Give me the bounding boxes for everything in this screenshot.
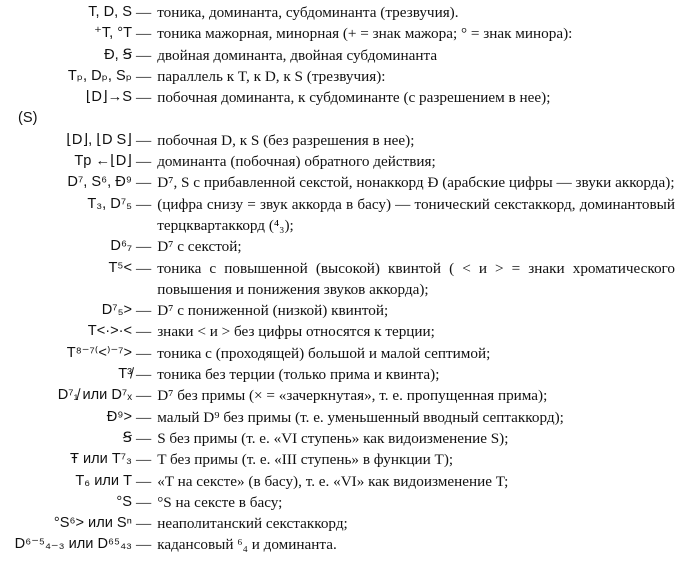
entry-reverse-dominant <box>6 151 675 172</box>
entry-description: D⁷ без примы (× = «зачеркнутая», т. е. пропущенная прима); <box>157 387 548 405</box>
entry-description: двойная доминанта, двойная субдоминанта <box>157 46 438 64</box>
entry-symbol: Ꞩ <box>122 429 132 446</box>
entry-t-without-root <box>6 449 675 470</box>
entry-dash: — <box>136 46 152 64</box>
entry-bass-figures <box>6 194 675 237</box>
entry-symbol: T³̸ <box>118 366 132 383</box>
entry-description: «T на сексте» (в басу), т. е. «VI» как видоизменение T; <box>157 472 509 490</box>
entry-description: T без примы (т. е. «III ступень» в функции T); <box>157 451 454 469</box>
entry-symbol: Tₚ, Dₚ, Sₚ <box>67 67 132 84</box>
entry-dash: — <box>136 366 152 384</box>
entry-description: тоника, доминанта, субдоминанта (трезвучия). <box>157 4 459 21</box>
entry-dash: — <box>136 153 152 171</box>
entry-description: тоника с повышенной (высокой) квинтой ( < и > = знаки хроматического повышения и понижения звуков аккорда); <box>157 259 675 298</box>
entry-description: малый D⁹ без примы (т. е. уменьшенный вводный септаккорд); <box>157 408 564 426</box>
entry-dash: — <box>136 536 152 554</box>
entry-symbol: Ð⁹> <box>106 408 132 425</box>
entry-symbol: Tp ←⌊D⌋ <box>74 153 132 170</box>
entry-dash: — <box>136 472 152 490</box>
entry-bracket-s <box>6 108 675 129</box>
entry-third-signs <box>6 321 675 342</box>
entry-secondary-dominant-resolved <box>6 87 675 108</box>
entry-symbol: T, D, S <box>88 4 132 20</box>
entry-description: побочная доминанта, к субдоминанте (с разрешением в нее); <box>157 89 551 107</box>
entry-description: D⁷ с пониженной (низкой) квинтой; <box>157 302 389 320</box>
entry-description: неаполитанский секстаккорд; <box>157 515 348 533</box>
entry-dash: — <box>136 344 152 362</box>
entry-description: знаки < и > без цифры относятся к терции; <box>157 323 435 341</box>
entry-symbol: (S) <box>18 110 38 127</box>
entry-minor-ninth <box>6 407 675 428</box>
entry-symbol: T₃, D⁷₅ <box>87 195 132 212</box>
entry-s-without-root <box>6 428 675 449</box>
entry-symbol: ⌊D⌋, ⌊D S⌋ <box>66 131 132 148</box>
entry-symbol: D⁷₁̸ или D⁷ₓ <box>57 387 132 404</box>
entry-dash: — <box>136 89 152 107</box>
entry-secondary-dominant-unresolved <box>6 130 675 151</box>
entry-symbol: D⁷₅> <box>101 302 132 319</box>
entry-symbol: °S <box>116 493 132 510</box>
entry-parallels <box>6 66 675 87</box>
entry-symbol: Ð, Ꞩ <box>104 46 132 63</box>
entry-dash: — <box>136 195 152 213</box>
entry-description: D⁷, S с прибавленной секстой, нонаккорд Ð (арабские цифры — звуки аккорда); <box>157 174 675 192</box>
entry-dash: — <box>136 238 152 256</box>
entry-symbol: ⌊D⌋→S <box>85 89 132 106</box>
entry-dash: — <box>136 515 152 533</box>
entry-symbol: D⁶₇ <box>110 238 132 255</box>
entry-dash: — <box>136 429 152 447</box>
entry-cadential-six-four <box>6 534 675 555</box>
entry-symbol: T⁵< <box>108 259 132 276</box>
entry-dash: — <box>136 131 152 149</box>
entry-raised-fifth <box>6 258 675 301</box>
entry-dash: — <box>136 493 152 511</box>
entry-symbol: T⁸⁻⁷⁽<⁾⁻⁷> <box>66 344 132 361</box>
entry-description: доминанта (побочная) обратного действия; <box>157 153 436 171</box>
entry-description: D⁷ с секстой; <box>157 238 242 256</box>
entry-description: S без примы (т. е. «VI ступень» как видоизменение S); <box>157 429 509 447</box>
entry-dash: — <box>136 302 152 320</box>
entry-symbol: Ŧ или T⁷₃ <box>70 451 132 468</box>
entry-tonic-dominant-subdominant <box>6 2 675 23</box>
entry-description: кадансовый ⁶₄ и доминанта. <box>157 536 337 554</box>
entry-symbol: D⁷, S⁶, Ð⁹ <box>67 174 132 191</box>
entry-lowered-fifth <box>6 300 675 321</box>
entry-dash: — <box>136 408 152 426</box>
entry-dash: — <box>136 25 152 43</box>
entry-symbol: T<·>·< <box>87 323 132 340</box>
entry-description: тоника мажорная, минорная (+ = знак мажора; ° = знак минора): <box>157 25 573 43</box>
entry-symbol: D⁶⁻⁵₄₋₃ или D⁶⁵₄₃ <box>14 536 132 553</box>
entry-double-dominant <box>6 45 675 66</box>
entry-symbol: °S⁶> или Sⁿ <box>53 515 132 532</box>
entry-description: тоника без терции (только прима и квинта); <box>157 366 440 384</box>
entry-neapolitan <box>6 513 675 534</box>
entry-dash: — <box>136 387 152 405</box>
entry-seventh-ninth <box>6 172 675 193</box>
entry-symbol: ⁺T, °T <box>94 25 132 42</box>
entry-dash: — <box>136 323 152 341</box>
entry-minor-s-on-sixth <box>6 492 675 513</box>
entry-major-minor-tonic <box>6 23 675 44</box>
entry-description: (цифра снизу = звук аккорда в басу) — тонический секстаккорд, доминантовый терцквартаккорд (⁴₃); <box>157 195 675 234</box>
entry-symbol: T₆ или T <box>75 472 132 489</box>
entry-dash: — <box>136 259 152 277</box>
entry-description: побочная D, к S (без разрешения в нее); <box>157 131 415 149</box>
entry-dash: — <box>136 451 152 469</box>
entry-passing-sevenths <box>6 343 675 364</box>
entry-dash: — <box>136 67 152 85</box>
entry-t-on-sixth <box>6 471 675 492</box>
entry-dash: — <box>136 174 152 192</box>
entry-d7-with-sixth <box>6 236 675 257</box>
entry-description: параллель к T, к D, к S (трезвучия): <box>157 67 386 85</box>
entry-d7-without-root <box>6 385 675 406</box>
entry-tonic-without-third <box>6 364 675 385</box>
entry-description: тоника с (проходящей) большой и малой септимой; <box>157 344 491 362</box>
entry-dash: — <box>136 4 152 21</box>
entry-description: °S на сексте в басу; <box>157 493 283 511</box>
